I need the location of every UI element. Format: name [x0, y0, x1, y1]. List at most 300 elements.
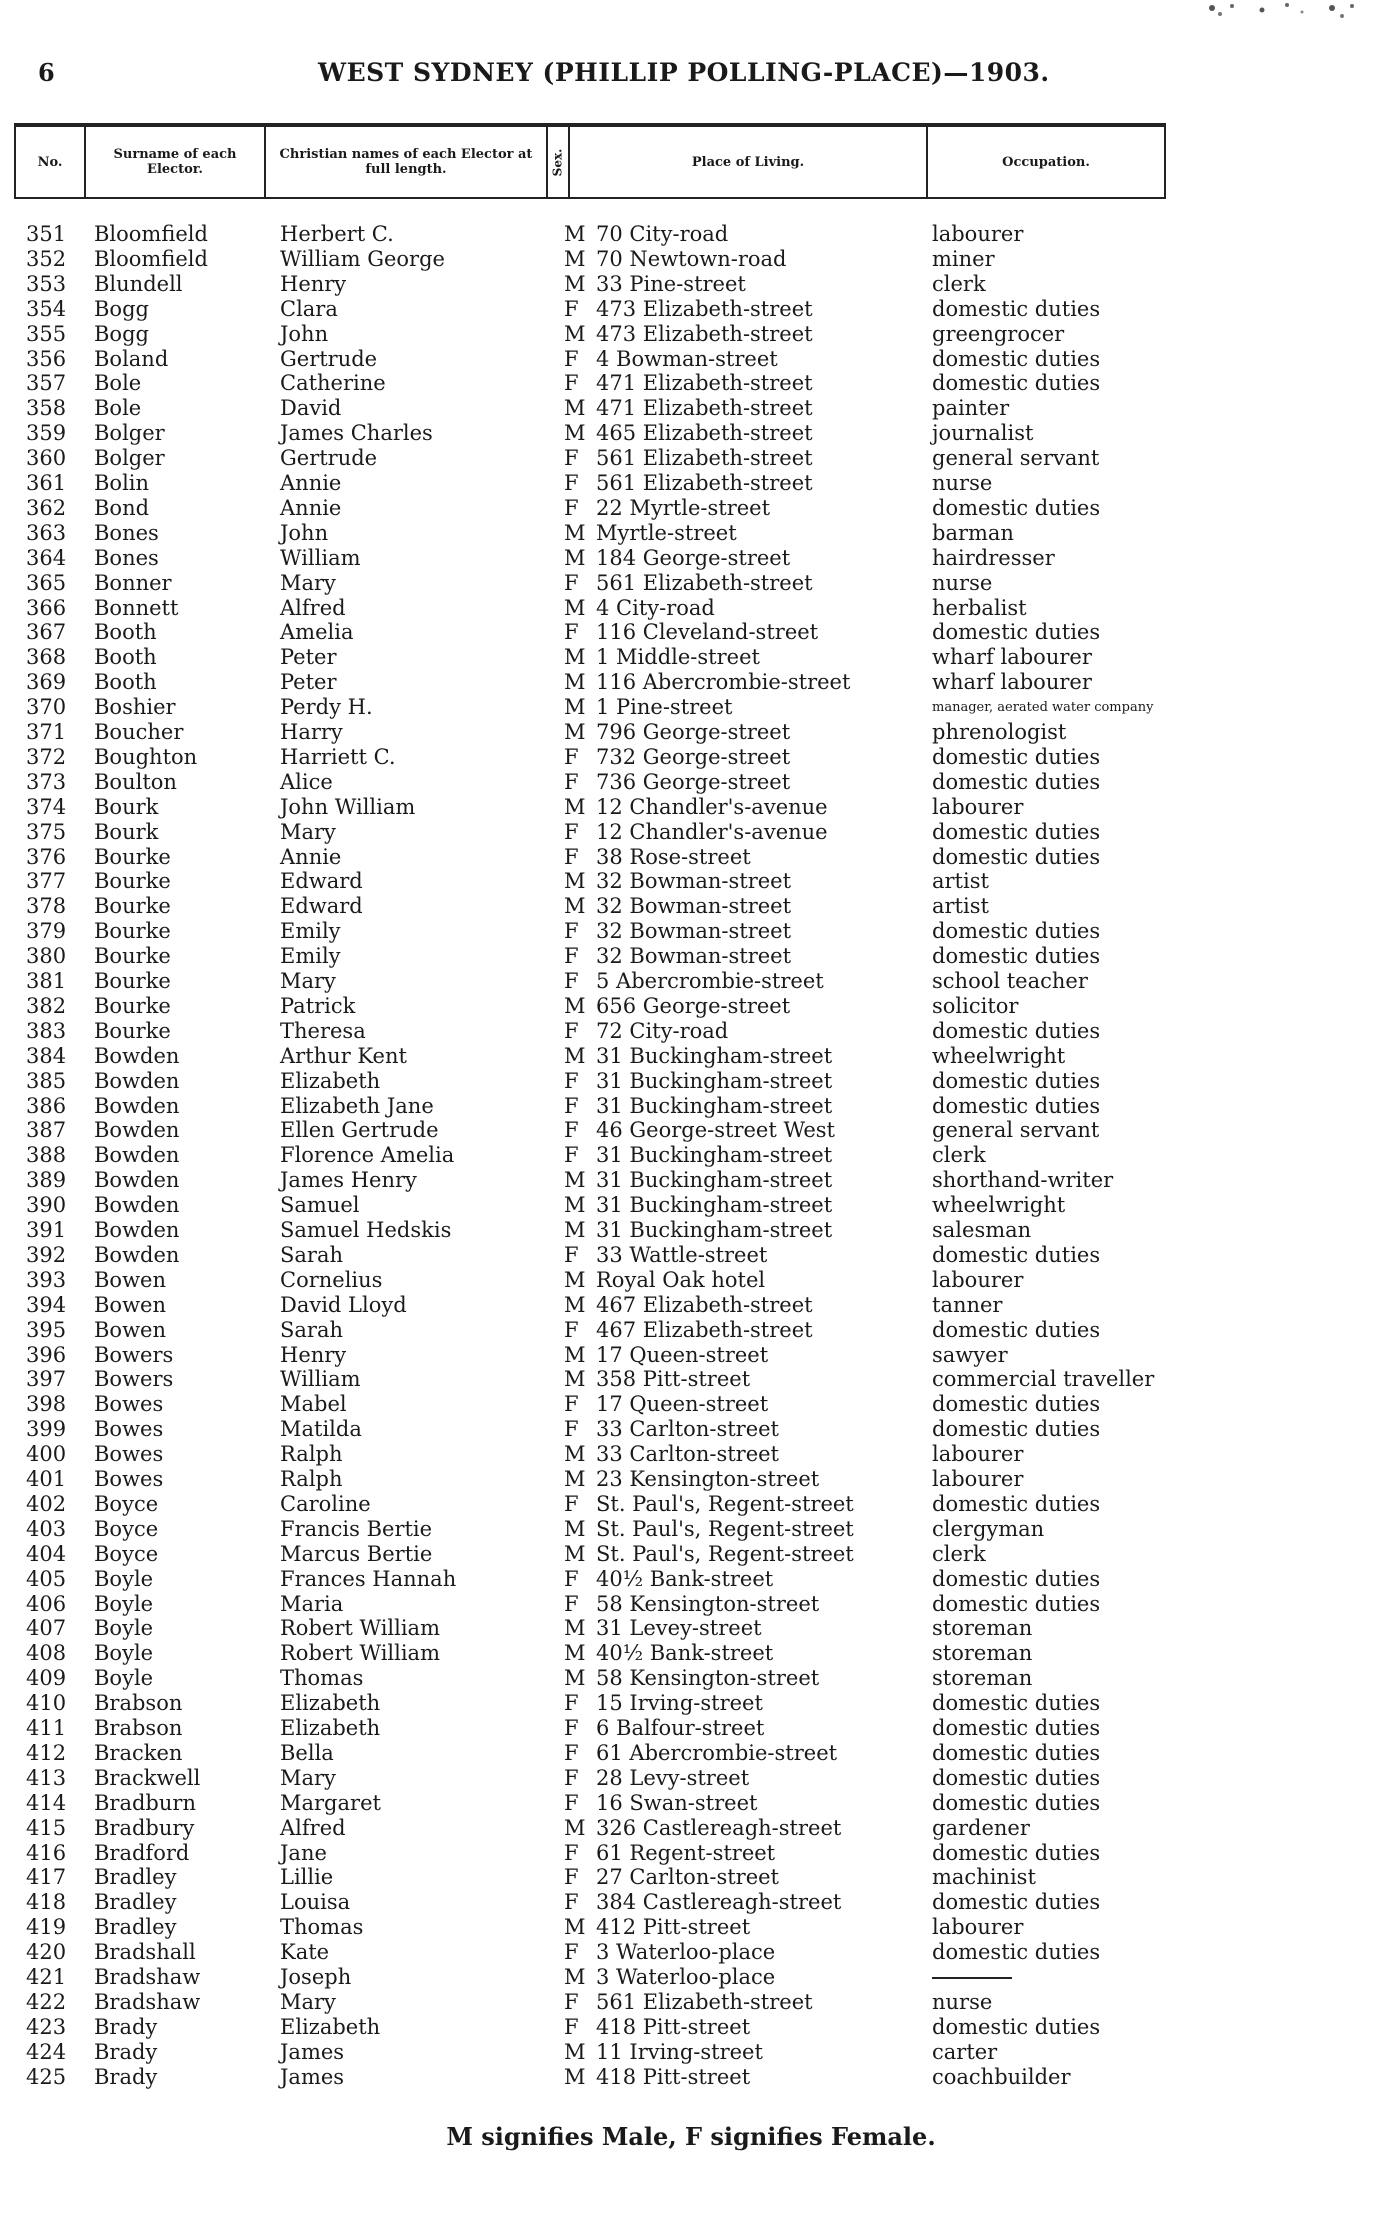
table-row	[0, 347, 1382, 372]
sex: M	[564, 520, 586, 545]
surname: Bradley	[94, 1915, 177, 1940]
place-of-living: 5 Abercrombie-street	[596, 969, 824, 993]
christian-names: Bella	[280, 1740, 334, 1765]
christian-names: Maria	[280, 1591, 344, 1616]
sex: M	[564, 1218, 586, 1242]
sex: M	[564, 1442, 586, 1467]
sex: M	[564, 1815, 586, 1840]
surname: Bonner	[94, 570, 172, 595]
footer-note: M signifies Male, F signifies Female.	[446, 2122, 936, 2151]
surname: Bourk	[94, 819, 159, 844]
occupation: salesman	[932, 1218, 1032, 1242]
table-row	[0, 1367, 1382, 1392]
surname: Bowes	[94, 1442, 164, 1467]
sex: M	[564, 2039, 586, 2064]
place-of-living: 561 Elizabeth-street	[596, 570, 813, 595]
surname: Bourke	[94, 844, 171, 869]
surname: Bloomfield	[94, 222, 208, 246]
sex: M	[564, 1168, 586, 1193]
sex: M	[564, 1641, 586, 1666]
table-row	[0, 1791, 1382, 1816]
christian-names: Arthur Kent	[280, 1043, 407, 1068]
place-of-living: St. Paul's, Regent-street	[596, 1516, 854, 1541]
sex: F	[564, 495, 579, 520]
elector-number: 406	[26, 1591, 67, 1616]
table-row	[0, 322, 1382, 347]
elector-number: 407	[26, 1616, 67, 1641]
christian-names: Gertrude	[280, 446, 378, 471]
christian-names: Marcus Bertie	[280, 1541, 433, 1566]
occupation: domestic duties	[932, 744, 1101, 769]
elector-number: 377	[26, 869, 67, 894]
surname: Bourk	[94, 794, 159, 819]
christian-names: James Charles	[280, 421, 433, 446]
occupation: domestic duties	[932, 1566, 1101, 1591]
christian-names: Joseph	[280, 1965, 352, 1989]
sex: F	[564, 1890, 579, 1915]
elector-number: 395	[26, 1317, 67, 1342]
sex: F	[564, 1392, 579, 1417]
elector-number: 398	[26, 1392, 67, 1417]
column-header-sex-label: Sex.	[550, 148, 565, 176]
sex: M	[564, 545, 586, 570]
table-row	[0, 446, 1382, 471]
occupation: nurse	[932, 1989, 993, 2014]
christian-names: Kate	[280, 1940, 330, 1965]
elector-number: 374	[26, 794, 67, 819]
occupation: domestic duties	[932, 1392, 1101, 1417]
occupation: general servant	[932, 1118, 1100, 1143]
elector-number: 356	[26, 346, 67, 371]
table-row	[0, 845, 1382, 870]
elector-number: 401	[26, 1467, 67, 1491]
surname: Bones	[94, 545, 159, 570]
elector-number: 362	[26, 495, 67, 520]
place-of-living: 61 Abercrombie-street	[596, 1740, 838, 1765]
occupation: wharf labourer	[932, 645, 1092, 670]
place-of-living: 471 Elizabeth-street	[596, 371, 813, 396]
elector-number: 416	[26, 1840, 67, 1865]
occupation: domestic duties	[932, 2014, 1101, 2039]
christian-names: Alice	[280, 769, 333, 794]
occupation: domestic duties	[932, 1790, 1101, 1815]
christian-names: John	[280, 321, 329, 346]
occupation: domestic duties	[932, 1840, 1101, 1865]
elector-number: 355	[26, 321, 67, 346]
surname: Bourke	[94, 944, 171, 969]
surname: Boulton	[94, 769, 177, 794]
place-of-living: 473 Elizabeth-street	[596, 296, 813, 321]
occupation: carter	[932, 2039, 998, 2064]
place-of-living: 418 Pitt-street	[596, 2064, 751, 2089]
occupation: gardener	[932, 1815, 1030, 1840]
table-row	[0, 1392, 1382, 1417]
table-row	[0, 222, 1382, 247]
surname: Bogg	[94, 296, 149, 321]
place-of-living: Royal Oak hotel	[596, 1267, 766, 1292]
christian-names: Elizabeth	[280, 2014, 381, 2039]
christian-names: Sarah	[280, 1317, 343, 1342]
place-of-living: 33 Pine-street	[596, 271, 746, 296]
occupation: phrenologist	[932, 720, 1067, 744]
surname: Bowden	[94, 1193, 180, 1218]
christian-names: Lillie	[280, 1865, 334, 1890]
elector-number: 409	[26, 1666, 67, 1691]
elector-number: 392	[26, 1242, 67, 1267]
sex: F	[564, 944, 579, 969]
occupation: labourer	[932, 1915, 1024, 1940]
surname: Bolger	[94, 421, 165, 446]
christian-names: Samuel	[280, 1193, 360, 1218]
table-row	[0, 645, 1382, 670]
elector-number: 357	[26, 371, 67, 396]
elector-number: 361	[26, 471, 67, 495]
table-row	[0, 297, 1382, 322]
surname: Boucher	[94, 720, 184, 744]
sex: M	[564, 421, 586, 446]
sex: M	[564, 1043, 586, 1068]
occupation: greengrocer	[932, 321, 1065, 346]
table-row	[0, 1118, 1382, 1143]
christian-names: Francis Bertie	[280, 1516, 433, 1541]
christian-names: Alfred	[280, 1815, 346, 1840]
place-of-living: 4 City-road	[596, 595, 715, 620]
sex: M	[564, 1541, 586, 1566]
table-row	[0, 1592, 1382, 1617]
elector-number: 420	[26, 1940, 67, 1965]
elector-number: 358	[26, 396, 67, 421]
place-of-living: 33 Wattle-street	[596, 1242, 768, 1267]
table-header	[14, 123, 1166, 199]
table-row	[0, 1467, 1382, 1492]
occupation: labourer	[932, 1467, 1024, 1491]
sex: M	[564, 1915, 586, 1940]
elector-number: 385	[26, 1068, 67, 1093]
sex: F	[564, 1865, 579, 1890]
place-of-living: 6 Balfour-street	[596, 1716, 765, 1740]
occupation: commercial traveller	[932, 1367, 1155, 1392]
page-number: 6	[38, 58, 55, 87]
surname: Bowden	[94, 1043, 180, 1068]
place-of-living: 3 Waterloo-place	[596, 1940, 776, 1965]
place-of-living: St. Paul's, Regent-street	[596, 1491, 854, 1516]
table-row	[0, 1143, 1382, 1168]
sex: F	[564, 1591, 579, 1616]
column-header-surname: Surname of each Elector.	[86, 127, 266, 197]
place-of-living: 11 Irving-street	[596, 2039, 763, 2064]
occupation: labourer	[932, 1442, 1024, 1467]
table-row	[0, 1044, 1382, 1069]
christian-names: David	[280, 396, 342, 421]
surname: Bolin	[94, 471, 150, 495]
sex: M	[564, 246, 586, 271]
christian-names: Samuel Hedskis	[280, 1218, 452, 1242]
surname: Brady	[94, 2014, 158, 2039]
sex: M	[564, 595, 586, 620]
sex: F	[564, 1989, 579, 2014]
occupation: clerk	[932, 1541, 986, 1566]
occupation: clergyman	[932, 1516, 1045, 1541]
occupation: clerk	[932, 271, 986, 296]
occupation: domestic duties	[932, 1591, 1101, 1616]
table-row	[0, 2040, 1382, 2065]
table-row	[0, 1318, 1382, 1343]
christian-names: Catherine	[280, 371, 386, 396]
occupation: domestic duties	[932, 1940, 1101, 1965]
place-of-living: 58 Kensington-street	[596, 1666, 820, 1691]
occupation: domestic duties	[932, 1018, 1101, 1043]
occupation: domestic duties	[932, 1765, 1101, 1790]
surname: Bowden	[94, 1143, 180, 1168]
surname: Boshier	[94, 695, 176, 720]
surname: Bowes	[94, 1467, 164, 1491]
sex: F	[564, 1765, 579, 1790]
table-row	[0, 471, 1382, 496]
elector-number: 412	[26, 1740, 67, 1765]
christian-names: William	[280, 545, 361, 570]
column-header-sex	[548, 127, 570, 197]
occupation: nurse	[932, 471, 993, 495]
sex: M	[564, 1516, 586, 1541]
surname: Bowers	[94, 1342, 174, 1367]
christian-names: Edward	[280, 869, 363, 894]
elector-number: 400	[26, 1442, 67, 1467]
place-of-living: Myrtle-street	[596, 520, 737, 545]
occupation: domestic duties	[932, 1491, 1101, 1516]
elector-number: 363	[26, 520, 67, 545]
sex: F	[564, 844, 579, 869]
place-of-living: 4 Bowman-street	[596, 346, 778, 371]
sex: F	[564, 371, 579, 396]
table-row	[0, 1940, 1382, 1965]
place-of-living: 1 Pine-street	[596, 695, 733, 720]
place-of-living: 796 George-street	[596, 720, 791, 744]
christian-names: Gertrude	[280, 346, 378, 371]
place-of-living: 16 Swan-street	[596, 1790, 758, 1815]
christian-names: Peter	[280, 645, 337, 670]
occupation: general servant	[932, 446, 1100, 471]
surname: Bowen	[94, 1292, 167, 1317]
elector-number: 397	[26, 1367, 67, 1392]
sex: F	[564, 1242, 579, 1267]
elector-number: 399	[26, 1417, 67, 1442]
surname: Bolger	[94, 446, 165, 471]
surname: Bowden	[94, 1068, 180, 1093]
table-row	[0, 1343, 1382, 1368]
table-row	[0, 272, 1382, 297]
elector-number: 417	[26, 1865, 67, 1890]
surname: Bowen	[94, 1317, 167, 1342]
table-row	[0, 1965, 1382, 1990]
elector-number: 351	[26, 222, 67, 246]
table-row	[0, 496, 1382, 521]
christian-names: Henry	[280, 271, 347, 296]
occupation: painter	[932, 396, 1010, 421]
table-row	[0, 1890, 1382, 1915]
elector-number: 419	[26, 1915, 67, 1940]
surname: Boyle	[94, 1591, 154, 1616]
sex: F	[564, 1143, 579, 1168]
christian-names: Ellen Gertrude	[280, 1118, 439, 1143]
occupation: journalist	[932, 421, 1034, 446]
sex: M	[564, 222, 586, 246]
surname: Boughton	[94, 744, 198, 769]
christian-names: Elizabeth Jane	[280, 1093, 434, 1118]
sex: M	[564, 1616, 586, 1641]
surname: Boyle	[94, 1641, 154, 1666]
table-row	[0, 944, 1382, 969]
christian-names: Ralph	[280, 1467, 343, 1491]
occupation: domestic duties	[932, 769, 1101, 794]
elector-number: 425	[26, 2064, 67, 2089]
sex: F	[564, 1716, 579, 1740]
surname: Bowden	[94, 1118, 180, 1143]
surname: Bracken	[94, 1740, 183, 1765]
occupation: coachbuilder	[932, 2064, 1071, 2089]
place-of-living: 28 Levy-street	[596, 1765, 750, 1790]
elector-number: 396	[26, 1342, 67, 1367]
place-of-living: 17 Queen-street	[596, 1392, 769, 1417]
surname: Bond	[94, 495, 150, 520]
elector-number: 411	[26, 1716, 67, 1740]
christian-names: Matilda	[280, 1417, 362, 1442]
table-row	[0, 596, 1382, 621]
place-of-living: 33 Carlton-street	[596, 1417, 779, 1442]
sex: F	[564, 1840, 579, 1865]
surname: Boyle	[94, 1666, 154, 1691]
place-of-living: 467 Elizabeth-street	[596, 1317, 813, 1342]
table-row	[0, 969, 1382, 994]
surname: Bradburn	[94, 1790, 196, 1815]
elector-number: 387	[26, 1118, 67, 1143]
occupation: wheelwright	[932, 1193, 1066, 1218]
place-of-living: 384 Castlereagh-street	[596, 1890, 842, 1915]
occupation: domestic duties	[932, 1716, 1101, 1740]
surname: Bourke	[94, 894, 171, 919]
occupation: sawyer	[932, 1342, 1008, 1367]
table-row	[0, 1741, 1382, 1766]
surname: Bradshaw	[94, 1989, 201, 2014]
surname: Boyce	[94, 1541, 159, 1566]
surname: Bradley	[94, 1890, 177, 1915]
sex: M	[564, 1367, 586, 1392]
sex: M	[564, 1342, 586, 1367]
christian-names: Elizabeth	[280, 1691, 381, 1716]
christian-names: Robert William	[280, 1616, 440, 1641]
place-of-living: 467 Elizabeth-street	[596, 1292, 813, 1317]
elector-number: 381	[26, 969, 67, 993]
surname: Brady	[94, 2064, 158, 2089]
elector-number: 352	[26, 246, 67, 271]
sex: M	[564, 794, 586, 819]
table-row	[0, 770, 1382, 795]
surname: Brady	[94, 2039, 158, 2064]
elector-number: 380	[26, 944, 67, 969]
elector-number: 391	[26, 1218, 67, 1242]
christian-names: Robert William	[280, 1641, 440, 1666]
surname: Bourke	[94, 1018, 171, 1043]
christian-names: Alfred	[280, 595, 346, 620]
surname: Bloomfield	[94, 246, 208, 271]
table-row	[0, 1517, 1382, 1542]
table-row	[0, 1641, 1382, 1666]
surname: Bowden	[94, 1093, 180, 1118]
place-of-living: 12 Chandler's-avenue	[596, 819, 828, 844]
sex: M	[564, 869, 586, 894]
sex: F	[564, 296, 579, 321]
place-of-living: 412 Pitt-street	[596, 1915, 751, 1940]
place-of-living: 22 Myrtle-street	[596, 495, 771, 520]
place-of-living: 561 Elizabeth-street	[596, 471, 813, 495]
surname: Bowers	[94, 1367, 174, 1392]
surname: Bowden	[94, 1242, 180, 1267]
christian-names: Emily	[280, 944, 341, 969]
occupation: shorthand-writer	[932, 1168, 1114, 1193]
table-row	[0, 1865, 1382, 1890]
place-of-living: 326 Castlereagh-street	[596, 1815, 842, 1840]
table-row	[0, 421, 1382, 446]
occupation: manager, aerated water company	[932, 700, 1154, 716]
place-of-living: 40½ Bank-street	[596, 1566, 774, 1591]
elector-number: 360	[26, 446, 67, 471]
occupation: domestic duties	[932, 1417, 1101, 1442]
christian-names: Louisa	[280, 1890, 351, 1915]
surname: Bonnett	[94, 595, 179, 620]
christian-names: Jane	[280, 1840, 327, 1865]
place-of-living: 31 Buckingham-street	[596, 1043, 833, 1068]
surname: Bourke	[94, 919, 171, 944]
occupation: school teacher	[932, 969, 1088, 993]
elector-number: 394	[26, 1292, 67, 1317]
table-row	[0, 1616, 1382, 1641]
place-of-living: 70 Newtown-road	[596, 246, 787, 271]
elector-number: 383	[26, 1018, 67, 1043]
table-row	[0, 1716, 1382, 1741]
surname: Bourke	[94, 969, 171, 993]
sex: F	[564, 1018, 579, 1043]
surname: Boyce	[94, 1516, 159, 1541]
christian-names: John William	[280, 794, 416, 819]
sex: F	[564, 744, 579, 769]
place-of-living: 32 Bowman-street	[596, 919, 792, 944]
sex: F	[564, 1118, 579, 1143]
sex: F	[564, 446, 579, 471]
place-of-living: 40½ Bank-street	[596, 1641, 774, 1666]
table-row	[0, 247, 1382, 272]
elector-number: 423	[26, 2014, 67, 2039]
sex: F	[564, 1491, 579, 1516]
surname: Bradshaw	[94, 1965, 201, 1989]
occupation: domestic duties	[932, 1740, 1101, 1765]
occupation: domestic duties	[932, 620, 1101, 645]
table-row	[0, 1666, 1382, 1691]
surname: Bowen	[94, 1267, 167, 1292]
occupation: domestic duties	[932, 1317, 1101, 1342]
sex: F	[564, 570, 579, 595]
christian-names: Mabel	[280, 1392, 347, 1417]
occupation: miner	[932, 246, 995, 271]
table-row	[0, 820, 1382, 845]
christian-names: Peter	[280, 670, 337, 695]
occupation: domestic duties	[932, 844, 1101, 869]
table-row	[0, 2015, 1382, 2040]
table-row	[0, 1019, 1382, 1044]
table-row	[0, 1193, 1382, 1218]
elector-number: 393	[26, 1267, 67, 1292]
christian-names: Margaret	[280, 1790, 381, 1815]
surname: Bowes	[94, 1417, 164, 1442]
christian-names: Harriett C.	[280, 744, 396, 769]
